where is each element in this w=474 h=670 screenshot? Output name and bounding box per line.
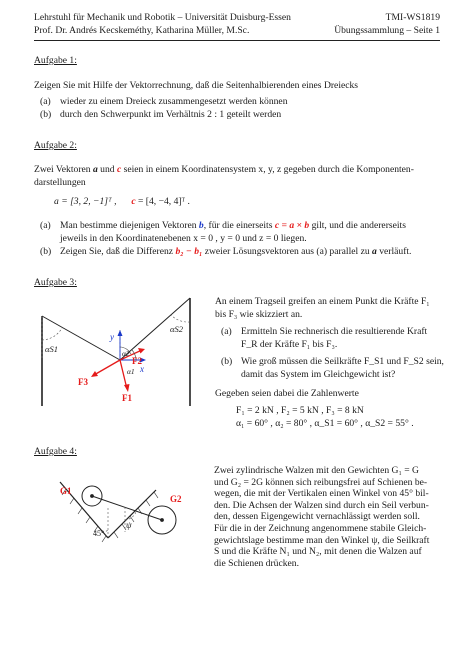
aufgabe1-b-label: (b) xyxy=(40,109,52,120)
aufgabe2-intro-line1 xyxy=(34,164,414,176)
equation-c-rhs: = [4, −4, 4]ᵀ . xyxy=(135,196,190,207)
aufgabe2-a-line1 xyxy=(60,220,406,232)
aufgabe2-intro-pre: Zwei Vektoren xyxy=(34,164,93,175)
aufgabe3-a-line1: Ermitteln Sie rechnerisch die resultierende Kraft xyxy=(241,326,428,337)
aufgabe3-b-line2: damit das System im Gleichgewicht ist? xyxy=(241,369,396,380)
rope xyxy=(42,298,190,360)
aufgabe3-values-angles: α₁ = 60° , α₂ = 80° , α_S1 = 60° , α_S2 = 55° . xyxy=(236,418,414,429)
dashed-references xyxy=(42,315,190,360)
vector-b-symbol: b xyxy=(198,220,204,231)
aufgabe3-intro-line2: bis F₃ wie skizziert an. xyxy=(215,309,303,320)
aufgabe2-b-line xyxy=(60,246,411,258)
cross-product-eq: c = a × b xyxy=(274,220,310,231)
aufgabe2-heading: Aufgabe 2: xyxy=(34,140,77,151)
aufgabe3-a-label: (a) xyxy=(221,326,232,337)
aufgabe2-a-line2: jeweils in den Koordinatenebenen x = 0 , y = 0 und z = 0 liegen. xyxy=(60,233,307,244)
aufgabe2-equations xyxy=(54,196,190,208)
aufgabe4-line-9: die Schienen drücken. xyxy=(214,557,299,569)
label-y-axis: y xyxy=(110,332,114,342)
label-g2: G2 xyxy=(170,494,182,504)
aufgabe3-figure xyxy=(30,288,210,418)
equation-a: a = [3, 2, −1]ᵀ , xyxy=(54,196,117,207)
aufgabe2-intro-line2: darstellungen xyxy=(34,177,86,188)
label-alpha-2: α2 xyxy=(122,349,130,358)
aufgabe4-line-6: Für die in der Zeichnung angenommene stabile Gleich- xyxy=(214,522,427,534)
equation-c-lhs: c xyxy=(131,196,136,207)
aufgabe2-intro-post: seien in einem Koordinatensystem x, y, z gegeben durch die Komponenten- xyxy=(121,164,414,175)
label-psi: ψ xyxy=(126,520,132,530)
label-f2: F2 xyxy=(132,356,142,366)
aufgabe4-heading: Aufgabe 4: xyxy=(34,446,77,457)
aufgabe2-intro-und: und xyxy=(97,164,117,175)
aufgabe2-b-end: verläuft. xyxy=(376,246,412,257)
difference-b2-b1: b₂ − b₁ xyxy=(175,246,203,257)
aufgabe2-a-post: gilt, und die andererseits xyxy=(309,220,406,231)
label-g1: G1 xyxy=(60,486,72,496)
aufgabe2-b-pre: Zeigen Sie, daß die Differenz xyxy=(60,246,176,257)
aufgabe1-b-text: durch den Schwerpunkt im Verhältnis 2 : 1 geteilt werden xyxy=(60,109,282,120)
aufgabe4-line-7: gewichtslage bestimme man den Winkel ψ, die Seilkraft xyxy=(214,534,430,546)
vector-c-symbol: c xyxy=(116,164,122,175)
vector-a-symbol: a xyxy=(92,164,98,175)
vector-a-symbol-2: a xyxy=(372,246,377,257)
support-poles xyxy=(42,298,190,406)
aufgabe2-b-post: zweier Lösungsvektoren aus (a) parallel zu xyxy=(202,246,373,257)
aufgabe4-figure xyxy=(30,462,200,562)
aufgabe4-text xyxy=(214,465,440,569)
header-authors: Prof. Dr. Andrés Kecskeméthy, Katharina Müller, M.Sc. xyxy=(34,25,250,36)
aufgabe2-a-label: (a) xyxy=(40,220,51,231)
aufgabe1-intro: Zeigen Sie mit Hilfe der Vektorrechnung, daß die Seitenhalbierenden eines Dreiecks xyxy=(34,80,359,91)
header-rule xyxy=(34,40,440,41)
aufgabe4-line-2: und G₂ = 2G können sich reibungsfrei auf Schienen be- xyxy=(214,476,428,488)
hatching xyxy=(62,489,158,542)
aufgabe3-heading: Aufgabe 3: xyxy=(34,277,77,288)
force-arrows xyxy=(91,348,145,392)
aufgabe2-a-pre: Man bestimme diejenigen Vektoren xyxy=(60,220,199,231)
label-x-axis: x xyxy=(140,364,144,374)
label-f3: F3 xyxy=(78,377,88,387)
aufgabe2-a-mid: , für die einerseits xyxy=(203,220,275,231)
label-alpha-s1: αS1 xyxy=(45,344,58,354)
connecting-rope xyxy=(92,496,162,520)
aufgabe4-line-4: den. Die Achsen der Walzen sind durch ein Seil verbun- xyxy=(214,499,429,511)
header-course-code: TMI-WS1819 xyxy=(385,12,440,23)
aufgabe3-values-forces: F₁ = 2 kN , F₂ = 5 kN , F₃ = 8 kN xyxy=(236,405,364,416)
aufgabe3-intro-line1: An einem Tragseil greifen an einem Punkt die Kräfte F₁ xyxy=(215,296,430,307)
aufgabe4-line-5: den, dessen Eigengewicht vernachlässigt werden soll. xyxy=(214,511,420,523)
aufgabe2-b-label: (b) xyxy=(40,246,52,257)
aufgabe3-a-line2: F_R der Kräfte F₁ bis F₃. xyxy=(241,339,338,350)
header-institute: Lehrstuhl für Mechanik und Robotik – Universität Duisburg-Essen xyxy=(34,12,291,23)
aufgabe1-heading: Aufgabe 1: xyxy=(34,55,77,66)
header-page-info: Übungssammlung – Seite 1 xyxy=(334,25,440,36)
label-f1: F1 xyxy=(122,393,132,403)
aufgabe1-a-text: wieder zu einem Dreieck zusammengesetzt werden können xyxy=(60,96,288,107)
aufgabe4-line-8: S und die Kräfte N₁ und N₂, mit denen die Walzen auf xyxy=(214,546,422,558)
aufgabe4-line-3: wegen, die mit der Vertikalen einen Winkel von 45° bil- xyxy=(214,488,429,500)
aufgabe3-given: Gegeben seien dabei die Zahlenwerte xyxy=(215,388,359,399)
aufgabe3-b-line1: Wie groß müssen die Seilkräfte F_S1 und F_S2 sein, xyxy=(241,356,444,367)
label-45-degree: 45° xyxy=(93,529,105,538)
aufgabe1-a-label: (a) xyxy=(40,96,51,107)
label-alpha-s2: αS2 xyxy=(170,324,183,334)
aufgabe3-b-label: (b) xyxy=(221,356,233,367)
aufgabe4-line-1: Zwei zylindrische Walzen mit den Gewichten G₁ = G xyxy=(214,465,419,476)
label-alpha-1: α1 xyxy=(127,367,135,376)
